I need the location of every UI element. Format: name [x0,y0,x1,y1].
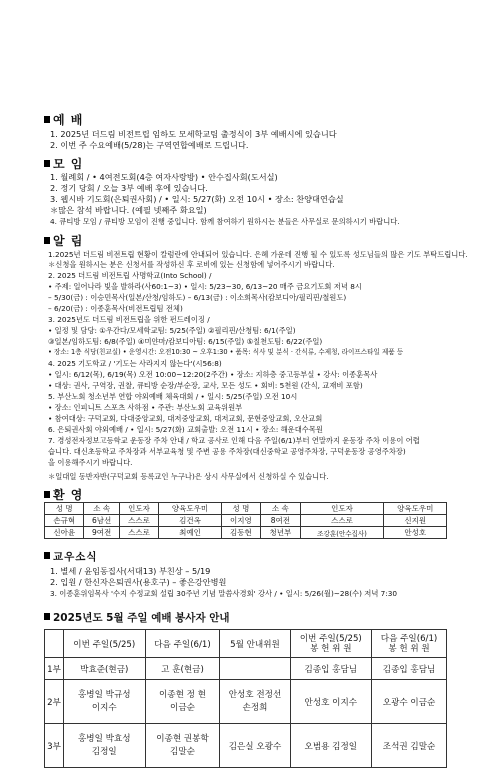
section-title-news: 알 림 [44,232,83,249]
table-cell: 8여전 [261,515,300,527]
table-row [45,680,447,724]
table-header-cell: 양육도우미 [384,503,447,515]
table-header-cell: 5월 안내위원 [220,630,290,658]
news-item: • 참여대상: 구덕교회, 다대중앙교회, 대저중앙교회, 대저교회, 문현중앙교회, 오산교회 [48,414,323,423]
meeting-item: ＊많은 참석 바랍니다. (예필 넷째주 화요일) [50,205,207,215]
news-item: • 일정 및 담당: ①우간다/모세학교팀: 5/25(주일) ②필리핀/산청팀: 6/1(주일) [48,326,296,335]
table-cell: 박효준(현금) [64,658,146,680]
table-cell: 청년부 [261,527,300,539]
table-cell: 손규혁 [45,515,84,527]
meeting-item: 2. 정기 당회 / 오늘 3부 예배 후에 있습니다. [50,183,208,193]
worship-item: 1. 2025년 더드림 비전트립 임하도 모세학교팀 출정식이 3부 예배시에 있습니다 [50,129,337,139]
table-row [45,527,447,539]
news-item: – 6/20(금) : 이종훈목사(비전트립팀 전체) [48,304,183,313]
table-header-cell: 소 속 [261,503,300,515]
news-item: 5. 부산노회 청소년부 연합 야외예배 체육대회 / • 일시: 5/25(주일) 오전 10시 [48,392,298,401]
bullet-square-icon [44,552,50,559]
news-item: • 장소: 인피니트 스포츠 사하점 • 주관: 부산노회 교육위원부 [48,403,243,412]
table-header-cell: 다음 주일(6/1) [145,630,220,658]
bullet-square-icon [44,116,50,123]
table-header-cell: 이번 주일(5/25) 봉 헌 위 원 [290,630,372,658]
news-item: 4. 2025 기도학교 / '기도는 사라지지 않는다'(시56:8) [48,359,222,368]
bullet-square-icon [44,237,50,244]
table-cell: 홍병일 박규성 이지수 [64,680,146,724]
table-header-cell: 이번 주일(5/25) [64,630,146,658]
section-title-worship: 예 배 [44,111,83,128]
news-item: 을 이용해주시기 바랍니다. [48,458,133,467]
news-item: • 주제: 일어나라 빛을 발하라(사60:1~3) • 일시: 5/23~30, 6/13~20 매주 금요기도회 저녁 8시 [48,282,362,291]
table-cell: 6남선 [84,515,119,527]
meeting-item: 3. 웹시바 기도회(은퇴권사회) / • 일시: 5/27(화) 오전 10시 • 장소: 찬양대연습실 [50,194,344,204]
bullet-square-icon [44,160,50,167]
table-cell: 조석권 김말순 [372,724,447,768]
table-header-cell: 성 명 [221,503,260,515]
table-cell: 3부 [45,724,64,768]
worship-item: 2. 이번 주 수요예배(5/28)는 구역연합예배로 드립니다. [50,140,249,150]
news-item: 3. 2025년도 더드림 비전트립을 위한 펀드레이징 / [48,315,210,324]
table-header-cell [45,630,64,658]
table-cell: 이종현 정 현 이금순 [145,680,220,724]
meeting-item: 4. 큐티방 모임 / 큐티방 모임이 진행 중입니다. 함께 참여하기 원하시는 분들은 사무실로 문의하시기 바랍니다. [50,217,400,226]
news-item: ③일본/임하도팀: 6/8(주일) ④미얀마/캄보디아팀: 6/15(주일) ⑤칠천도팀: 6/22(주일) [48,337,323,346]
family-news-item: 3. 이종훈위임목사 '수지 수정교회 설립 30주년 기념 말씀사경회' 강사 / • 일시: 5/26(월)~28(수) 저녁 7:30 [50,589,398,598]
news-item: 1.2025년 더드림 비전트립 현황이 칼럼란에 안내되어 있습니다. 은혜 가운데 진행 될 수 있도록 성도님들의 많은 기도 부탁드립니다. [48,250,468,259]
table-cell: 고 훈(현금) [145,658,220,680]
table-cell: 이지영 [221,515,260,527]
bullet-square-icon [44,613,50,620]
table-header-cell: 인도자 [300,503,384,515]
table-header-cell: 양육도우미 [159,503,221,515]
section-title-meetings: 모 임 [44,155,83,172]
table-row [45,658,447,680]
table-cell: 조강훈(안수집사) [300,527,384,539]
table-cell: 스스로 [300,515,384,527]
table-cell: 9여전 [84,527,119,539]
news-item: • 장소: 1층 식당(친교실) • 운영시간: 오전10:30 ~ 오후1:30 • 품목: 식사 및 분식 · 간식류, 수제청, 라이프스타일 제품 등 [48,348,404,356]
news-item: ＊일대일 동반자반(구덕교회 등록교인 누구나)은 상시 사무실에서 신청하실 수 있습니다. [48,472,329,481]
section-title-family-news: 교우소식 [44,549,98,564]
news-item: – 5/30(금) : 이승민목사(일본/산청/임하도) – 6/13(금) : 이소희목사(캄보디아/필리핀/철원도) [48,293,347,302]
family-news-item: 1. 별세 / 윤임동집사(서대13) 부친상 – 5/19 [50,566,211,576]
table-cell: 김은실 오광수 [220,724,290,768]
table-cell: 1부 [45,658,64,680]
bullet-square-icon [44,491,50,498]
table-cell: 김동현 [221,527,260,539]
welcome-table [44,502,447,539]
table-cell: 최예인 [159,527,221,539]
table-cell: 오범용 김정일 [290,724,372,768]
news-item: • 대상: 권사, 구역장, 권찰, 큐티방 순장/부순장, 교사, 모든 성도 • 회비: 5천원 (간식, 교재비 포함) [48,381,363,390]
news-item: 2. 2025 더드림 비전트립 사명학교(Into School) / [48,271,212,280]
table-cell: 안성호 전정선 손정희 [220,680,290,724]
table-cell: 홍병일 박효성 김정일 [64,724,146,768]
table-cell: 김종입 홍담님 [290,658,372,680]
table-cell: 스스로 [119,515,158,527]
news-item: 7. 경성전자정보고등학교 운동장 주차 안내 / 학교 공사로 인해 다음 주일(6/1)부터 연말까지 운동장 주차 이용이 어렵 [48,436,420,445]
table-cell [220,658,290,680]
table-row [45,515,447,527]
section-title-volunteers: 2025년도 5월 주일 예배 봉사자 안내 [44,610,230,625]
meeting-item: 1. 월례회 / • 4여전도회(4층 여자사랑방) • 안수집사회(도서실) [50,172,278,182]
volunteer-table [44,629,447,768]
table-cell: 스스로 [119,527,158,539]
news-item: 습니다. 대신초등학교 주차장과 서부교육청 및 주변 공용 주차장(대신중학교 공영주차장, 구덕운동장 공영주차장) [48,447,406,456]
table-cell: 안성호 이지수 [290,680,372,724]
family-news-item: 2. 입원 / 한신자은퇴권사(용호구) – 좋은강안병원 [50,577,227,587]
table-header-cell: 인도자 [119,503,158,515]
table-cell: 김건옥 [159,515,221,527]
table-header-cell: 성 명 [45,503,84,515]
table-row [45,724,447,768]
table-cell: 김종입 홍담님 [372,658,447,680]
table-header-cell: 다음 주일(6/1) 봉 헌 위 원 [372,630,447,658]
table-cell: 신지원 [384,515,447,527]
news-item: 6. 은퇴권사회 야외예배 / • 일시: 5/27(화) 교회출발: 오전 11시 • 장소: 해운대수목원 [48,425,323,434]
table-header-row [45,503,447,515]
table-cell: 2부 [45,680,64,724]
table-header-row [45,630,447,658]
table-header-cell: 소 속 [84,503,119,515]
table-cell: 안성호 [384,527,447,539]
table-cell: 이종현 권봉학 김말순 [145,724,220,768]
news-item: ＊신청을 원하시는 분은 신청서를 작성하신 후 로비에 있는 신청함에 넣어주시기 바랍니다. [48,260,335,269]
table-cell: 신아윤 [45,527,84,539]
news-item: • 일시: 6/12(목), 6/19(목) 오전 10:00~12:20(2주간) • 장소: 지하층 중고등부실 • 강사: 이종훈목사 [48,370,378,379]
section-title-welcome: 환 영 [44,486,83,503]
table-cell: 오광수 이금순 [372,680,447,724]
